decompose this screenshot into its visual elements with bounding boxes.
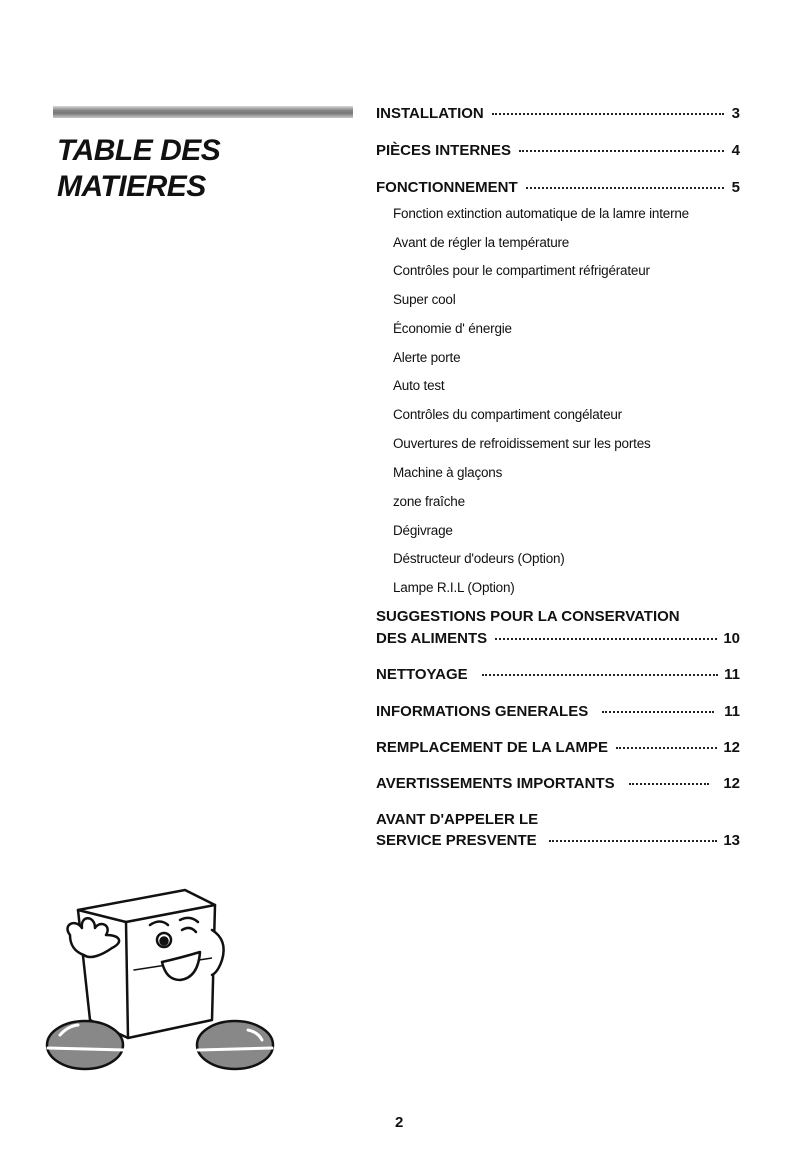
dot-leader (519, 150, 724, 152)
dot-leader (482, 674, 718, 676)
toc-entry-pieces[interactable] (376, 142, 740, 160)
dot-leader (616, 747, 717, 749)
dot-leader (526, 187, 724, 189)
page-title (57, 133, 220, 205)
toc-subitem[interactable]: Ouvertures de refroidissement sur les portes (393, 436, 651, 451)
toc-subitem[interactable]: Lampe R.I.L (Option) (393, 580, 515, 595)
toc-subitem[interactable]: Avant de régler la température (393, 235, 570, 250)
title-line-1: TABLE DES (57, 134, 221, 167)
toc-label: REMPLACEMENT DE LA LAMPE (376, 739, 608, 756)
header-rule (53, 106, 353, 118)
toc-entry-installation[interactable] (376, 105, 740, 123)
refrigerator-mascot-illustration (40, 880, 280, 1080)
dot-leader (549, 840, 718, 842)
dot-leader (495, 638, 717, 640)
page-number: 2 (395, 1114, 404, 1131)
toc-subitem[interactable]: Auto test (393, 378, 445, 393)
toc-label: INFORMATIONS GENERALES (376, 703, 589, 720)
toc-subitem[interactable]: Contrôles du compartiment congélateur (393, 407, 622, 422)
toc-subitem[interactable]: Fonction extinction automatique de la lamre interne (393, 206, 689, 221)
toc-entry-suggestions-line1[interactable]: SUGGESTIONS POUR LA CONSERVATION (376, 608, 680, 625)
toc-subitem[interactable]: zone fraîche (393, 494, 465, 509)
toc-subitem[interactable]: Dégivrage (393, 523, 453, 538)
toc-label: PIÈCES INTERNES (376, 142, 512, 159)
toc-page: 11 (724, 666, 740, 683)
toc-page: 11 (724, 703, 740, 720)
toc-subitem[interactable]: Machine à glaçons (393, 465, 503, 480)
toc-entry-suggestions[interactable] (376, 630, 740, 648)
title-line-2: MATIERES (57, 170, 206, 203)
toc-page: 10 (723, 630, 740, 647)
toc-page: 12 (723, 775, 740, 792)
toc-label: DES ALIMENTS (376, 630, 488, 647)
toc-page: 3 (731, 105, 740, 122)
dot-leader (629, 783, 710, 785)
toc-entry-avant[interactable] (376, 832, 740, 850)
toc-page: 12 (723, 739, 740, 756)
toc-label: SERVICE PRESVENTE (376, 832, 537, 849)
toc-label: NETTOYAGE (376, 666, 468, 683)
toc-label: INSTALLATION (376, 105, 484, 122)
toc-subitem[interactable]: Contrôles pour le compartiment réfrigérateur (393, 263, 650, 278)
toc-entry-avertissements[interactable] (376, 775, 740, 793)
toc-entry-fonctionnement[interactable] (376, 179, 740, 197)
toc-subitem[interactable]: Économie d' énergie (393, 321, 512, 336)
toc-entry-nettoyage[interactable] (376, 666, 740, 684)
toc-subitem[interactable]: Super cool (393, 292, 456, 307)
toc-label: FONCTIONNEMENT (376, 179, 518, 196)
toc-entry-informations[interactable] (376, 703, 740, 721)
toc-entry-avant-line1[interactable]: AVANT D'APPELER LE (376, 811, 539, 828)
toc-label: AVERTISSEMENTS IMPORTANTS (376, 775, 615, 792)
toc-page: 4 (731, 142, 740, 159)
toc-subitem[interactable]: Déstructeur d'odeurs (Option) (393, 551, 565, 566)
toc-entry-remplacement[interactable] (376, 739, 740, 757)
toc-page: 13 (723, 832, 740, 849)
toc-subitem[interactable]: Alerte porte (393, 350, 461, 365)
dot-leader (602, 711, 714, 713)
toc-page: 5 (731, 179, 740, 196)
dot-leader (492, 113, 724, 115)
